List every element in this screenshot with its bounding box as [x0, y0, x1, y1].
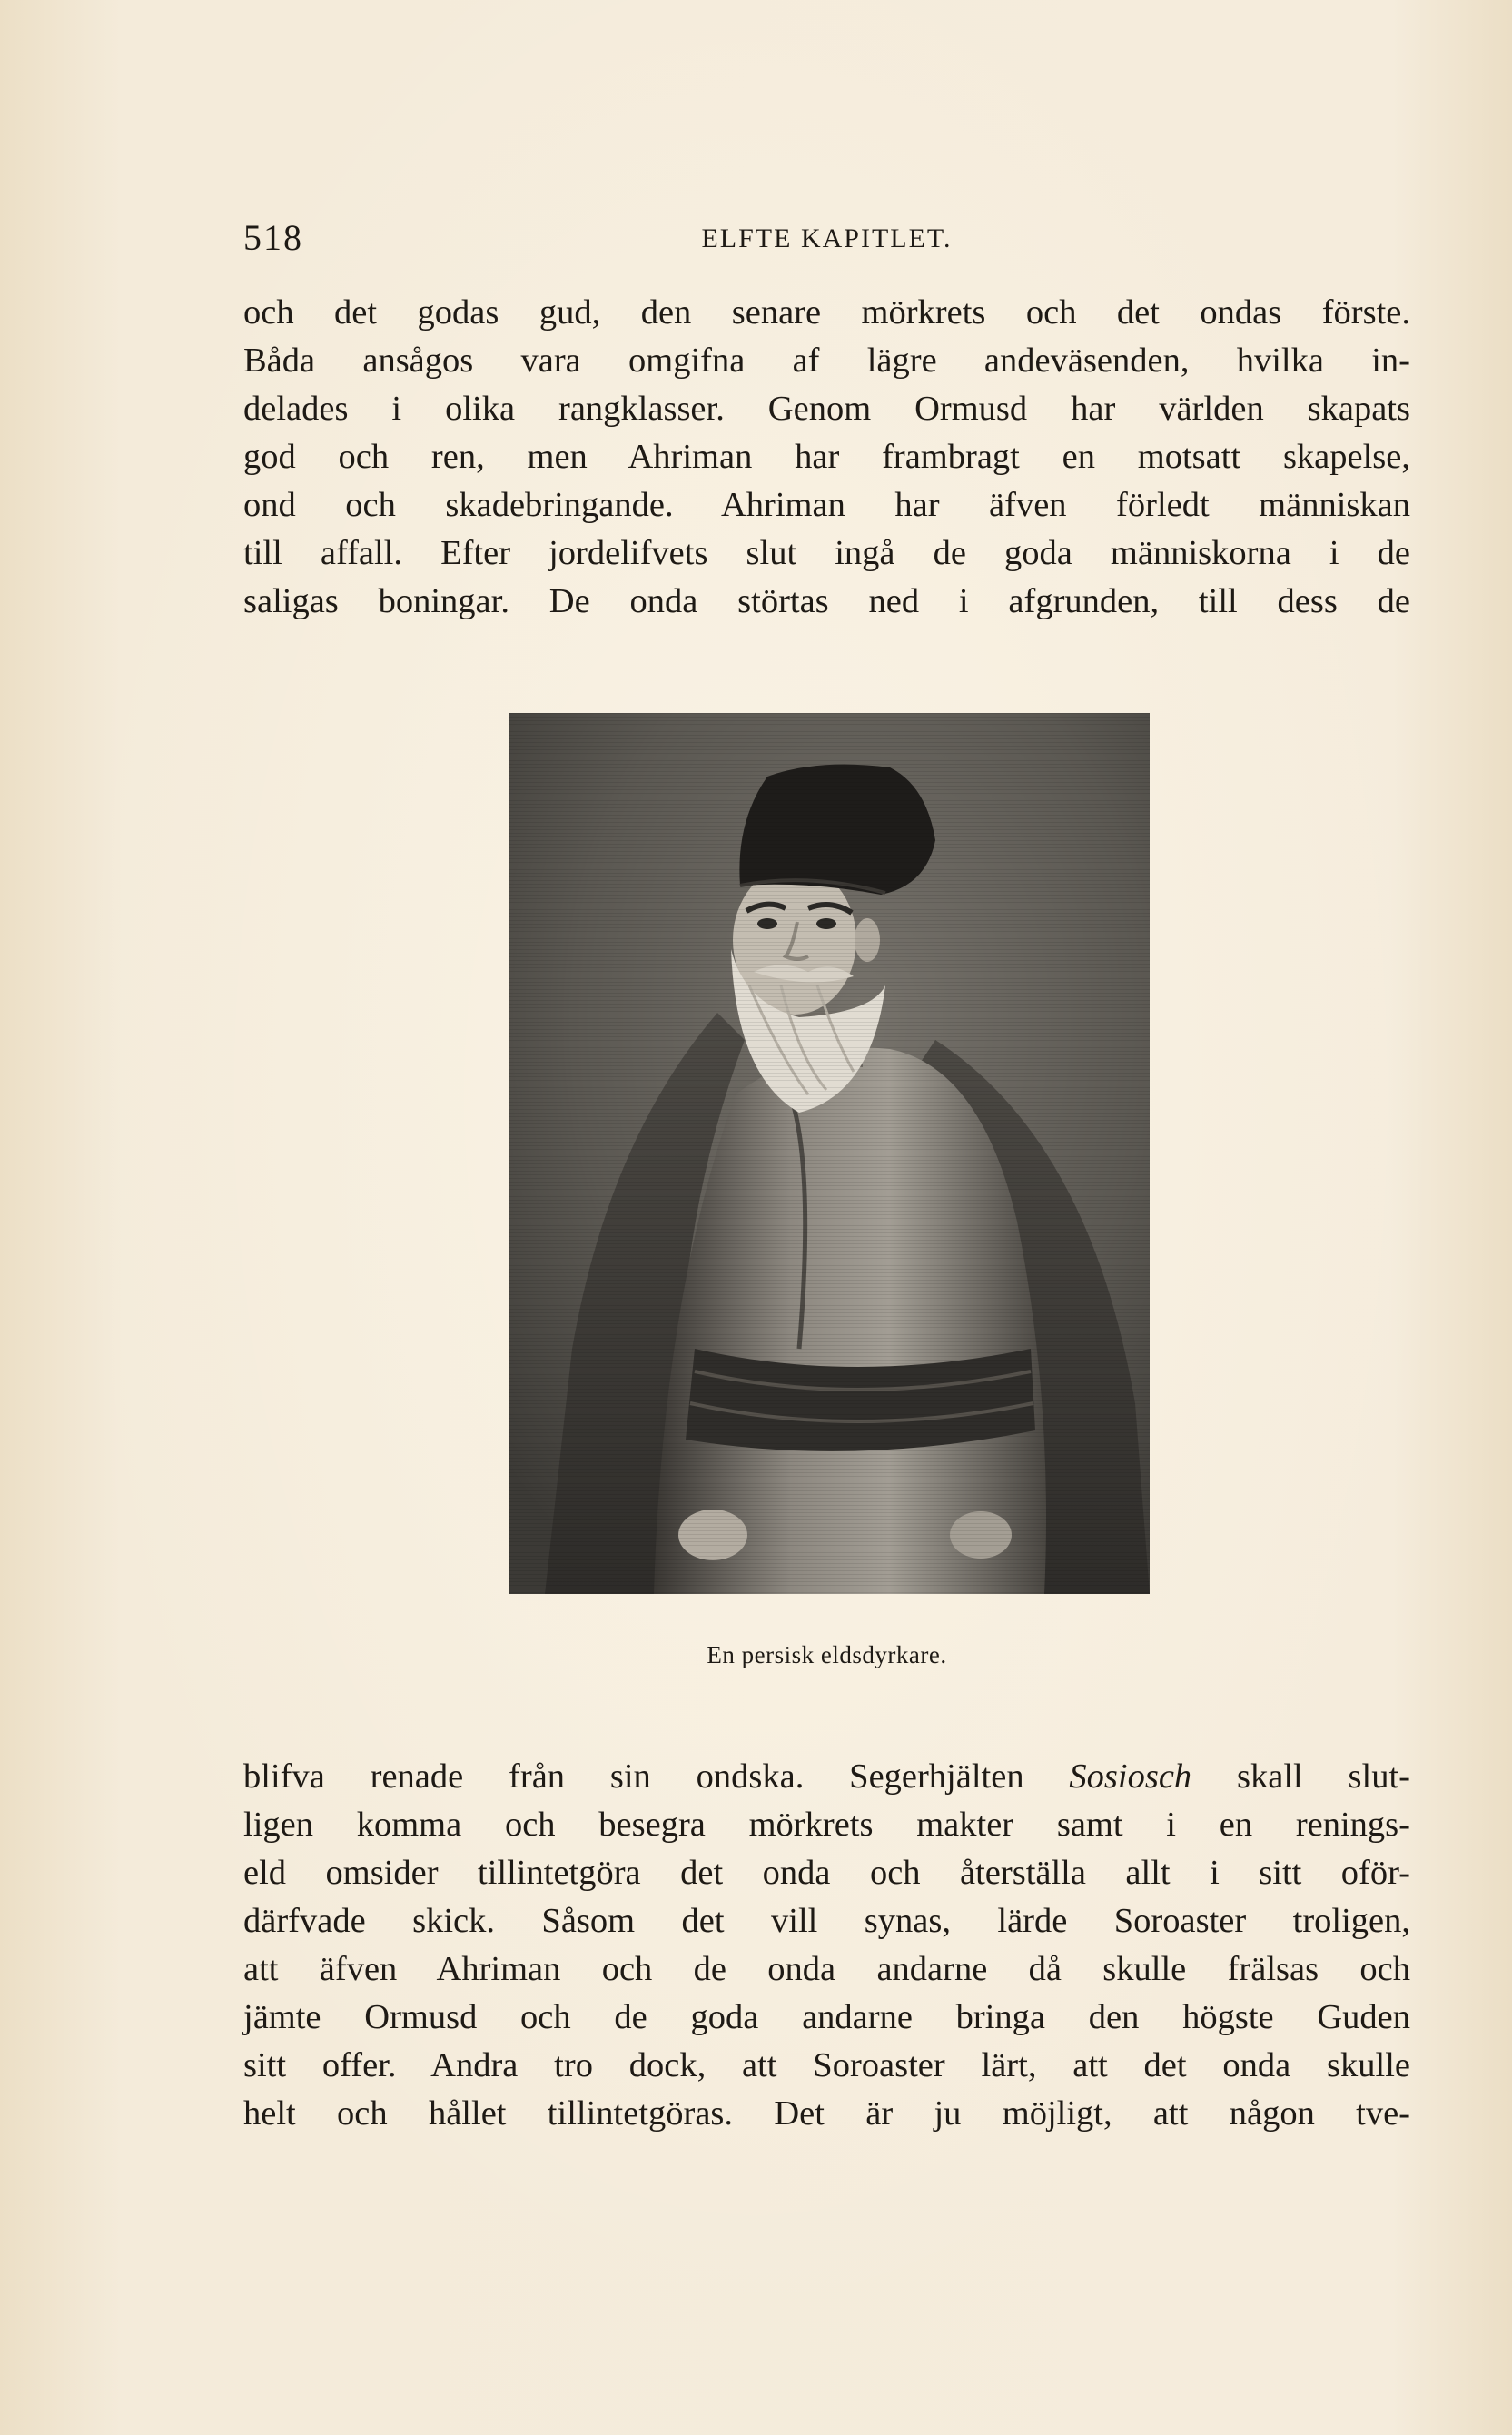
- text-run: skall slut-: [1191, 1757, 1410, 1796]
- page-header: [243, 216, 1410, 271]
- text-line: sitt offer. Andra tro dock, att Soroaster lärt, att det onda skulle: [243, 2046, 1410, 2084]
- text-line: ond och skadebringande. Ahriman har äfven förledt människan: [243, 486, 1410, 524]
- figure-caption: En persisk eldsdyrkare.: [707, 1641, 947, 1668]
- italic-name: Sosiosch: [1069, 1757, 1192, 1796]
- text-line: saligas boningar. De onda störtas ned i afgrunden, till dess de: [243, 582, 1410, 620]
- text-line: Båda ansågos vara omgifna af lägre andeväsenden, hvilka in-: [243, 341, 1410, 380]
- text-line: god och ren, men Ahriman har frambragt en motsatt skapelse,: [243, 438, 1410, 476]
- portrait-illustration: [509, 713, 1150, 1594]
- text-line: därfvade skick. Såsom det vill synas, lärde Soroaster troligen,: [243, 1902, 1410, 1940]
- text-line: ligen komma och besegra mörkrets makter samt i en renings-: [243, 1806, 1410, 1844]
- text-line: eld omsider tillintetgöra det onda och återställa allt i sitt oför-: [243, 1854, 1410, 1892]
- running-head: ELFTE KAPITLET.: [701, 223, 953, 253]
- text-line: att äfven Ahriman och de onda andarne då skulle frälsas och: [243, 1950, 1410, 1988]
- paragraph-bottom: [243, 1753, 1410, 2138]
- page-number: 518: [243, 217, 303, 258]
- text-run: blifva renade från sin ondska. Segerhjälten: [243, 1757, 1070, 1796]
- text-line: [243, 1753, 1410, 1801]
- text-line: och det godas gud, den senare mörkrets och det ondas förste.: [243, 293, 1410, 332]
- paragraph-top: [243, 289, 1410, 626]
- portrait-engraving: [509, 713, 1150, 1594]
- text-line: helt och hållet tillintetgöras. Det är ju möjligt, att någon tve-: [243, 2094, 1410, 2133]
- text-line: delades i olika rangklasser. Genom Ormusd har världen skapats: [243, 390, 1410, 428]
- text-line: till affall. Efter jordelifvets slut ingå de goda människorna i de: [243, 534, 1410, 572]
- text-line: jämte Ormusd och de goda andarne bringa den högste Guden: [243, 1998, 1410, 2036]
